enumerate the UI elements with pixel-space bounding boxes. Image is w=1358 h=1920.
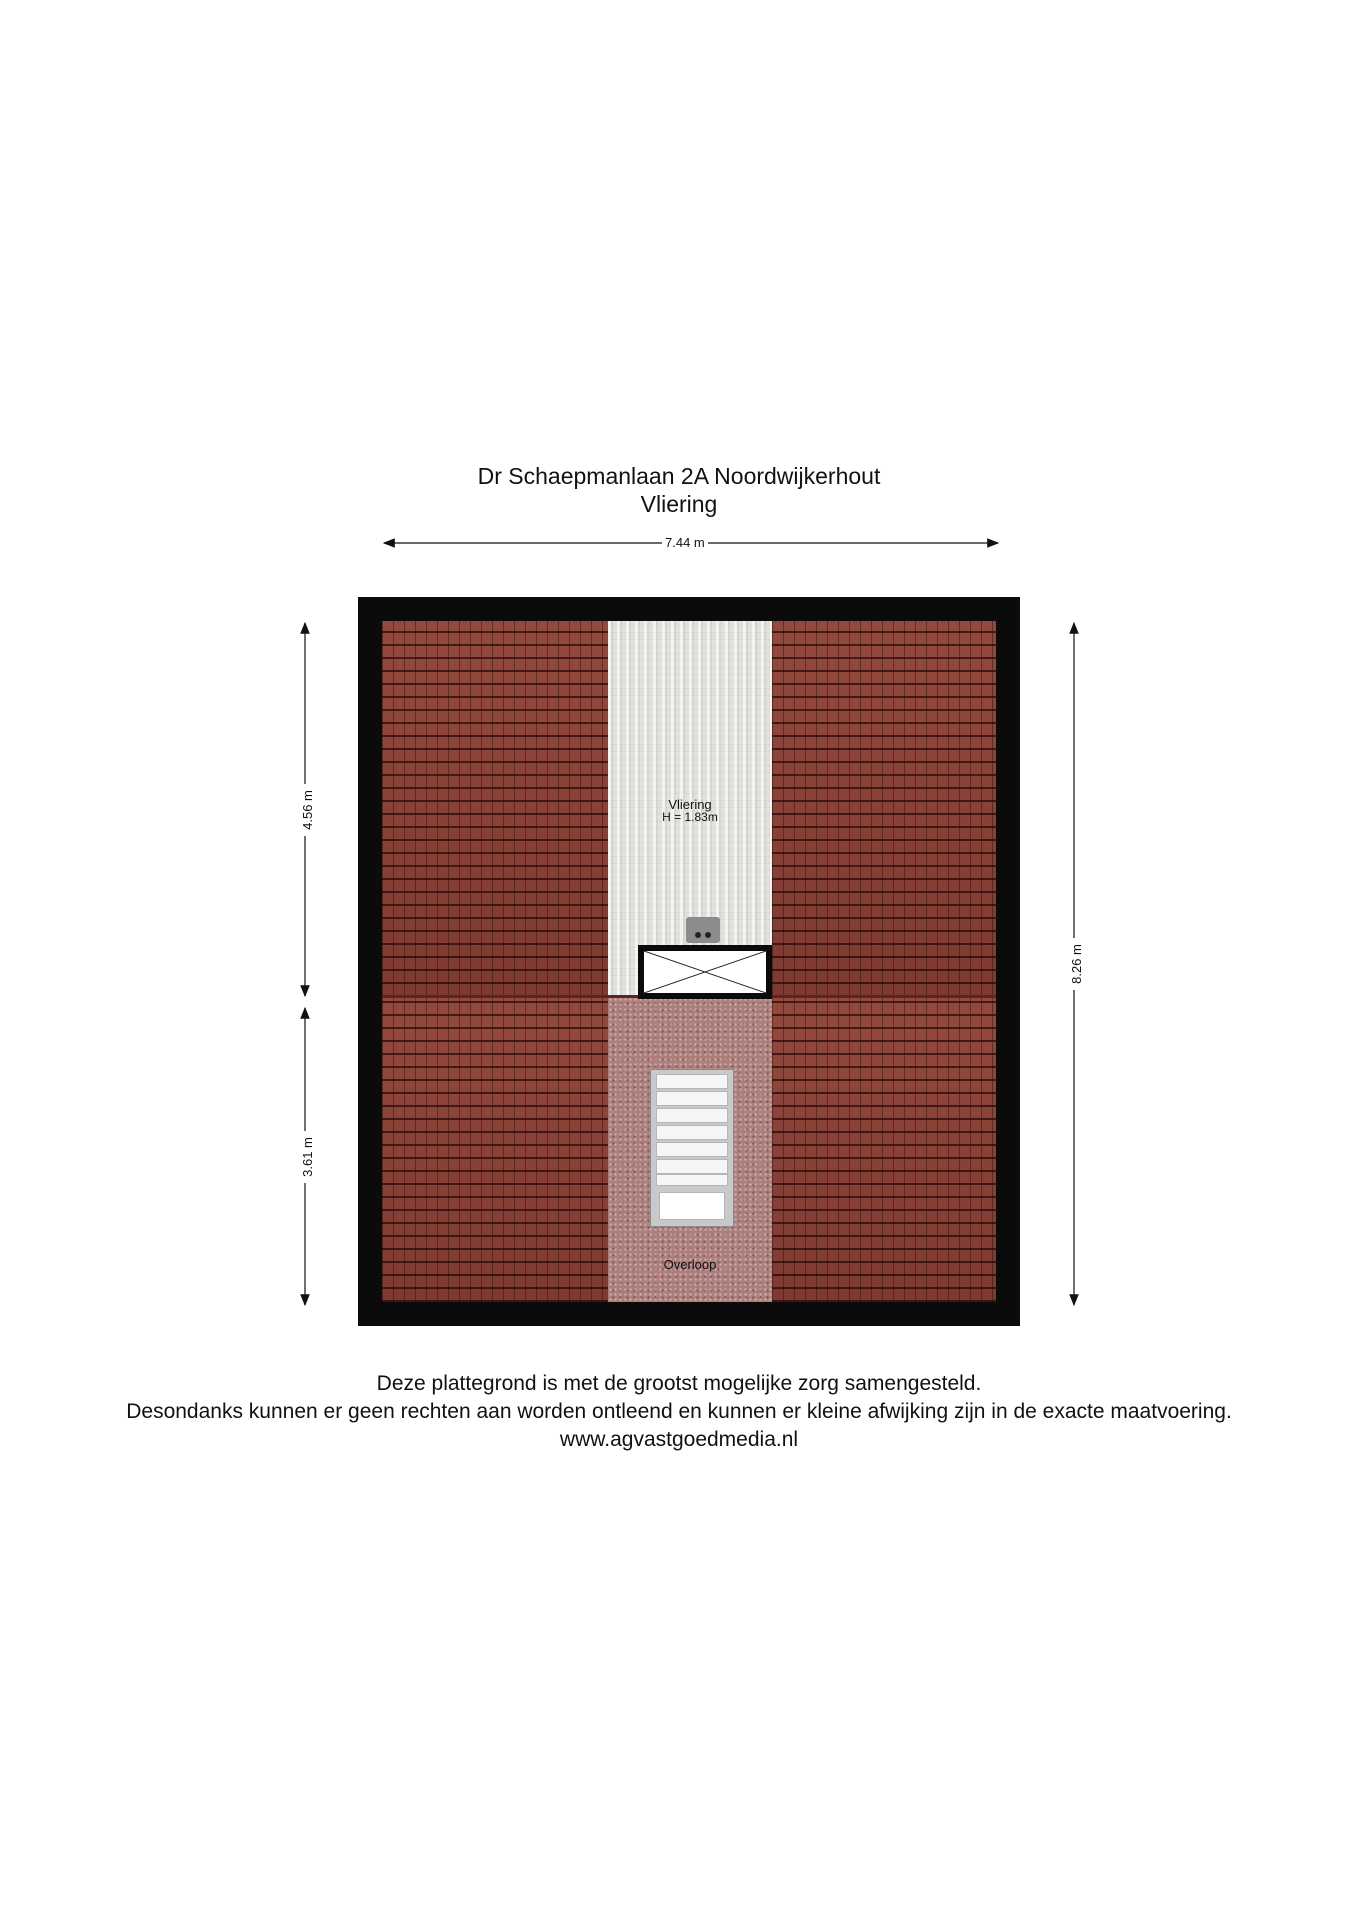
staircase	[650, 1069, 734, 1227]
vent-unit	[686, 917, 720, 943]
vliering-label: Vliering	[668, 797, 712, 812]
disclaimer-line-1: Deze plattegrond is met de grootst mogelijke zorg samengesteld.	[376, 1372, 982, 1395]
vliering-height-label: H = 1.83m	[662, 810, 718, 824]
website-link[interactable]: www.agvastgoedmedia.nl	[559, 1428, 799, 1451]
stair-step	[656, 1091, 728, 1106]
disclaimer-line-2: Desondanks kunnen er geen rechten aan worden ontleend en kunnen er kleine afwijking zijn in de exacte maatvoering.	[126, 1400, 1232, 1423]
stair-step	[656, 1074, 728, 1089]
stair-step	[656, 1174, 728, 1186]
stair-step	[656, 1125, 728, 1140]
floor-title: Vliering	[640, 491, 718, 517]
roof-slope-upper-right	[772, 621, 996, 997]
hatch-cross	[644, 951, 766, 993]
overloop-label: Overloop	[663, 1257, 717, 1272]
stair-landing	[659, 1192, 725, 1220]
stair-step	[656, 1159, 728, 1174]
width-dimension-label: 7.44 m	[662, 536, 708, 550]
address-title: Dr Schaepmanlaan 2A Noordwijkerhout	[477, 463, 881, 489]
left-lower-dimension-label: 3.61 m	[301, 1131, 315, 1183]
loft-hatch	[638, 945, 772, 999]
floor-plan-interior	[382, 621, 996, 1302]
right-dimension-label: 8.26 m	[1070, 938, 1084, 990]
stair-step	[656, 1108, 728, 1123]
roof-slope-lower-left	[382, 997, 608, 1302]
roof-slope-upper-left	[382, 621, 608, 997]
vent-hole	[695, 932, 701, 938]
loft-hatch-opening	[644, 951, 766, 993]
floor-plan	[358, 597, 1020, 1326]
roof-slope-lower-right	[772, 997, 996, 1302]
vent-hole	[705, 932, 711, 938]
stair-step	[656, 1142, 728, 1157]
left-upper-dimension-label: 4.56 m	[301, 784, 315, 836]
